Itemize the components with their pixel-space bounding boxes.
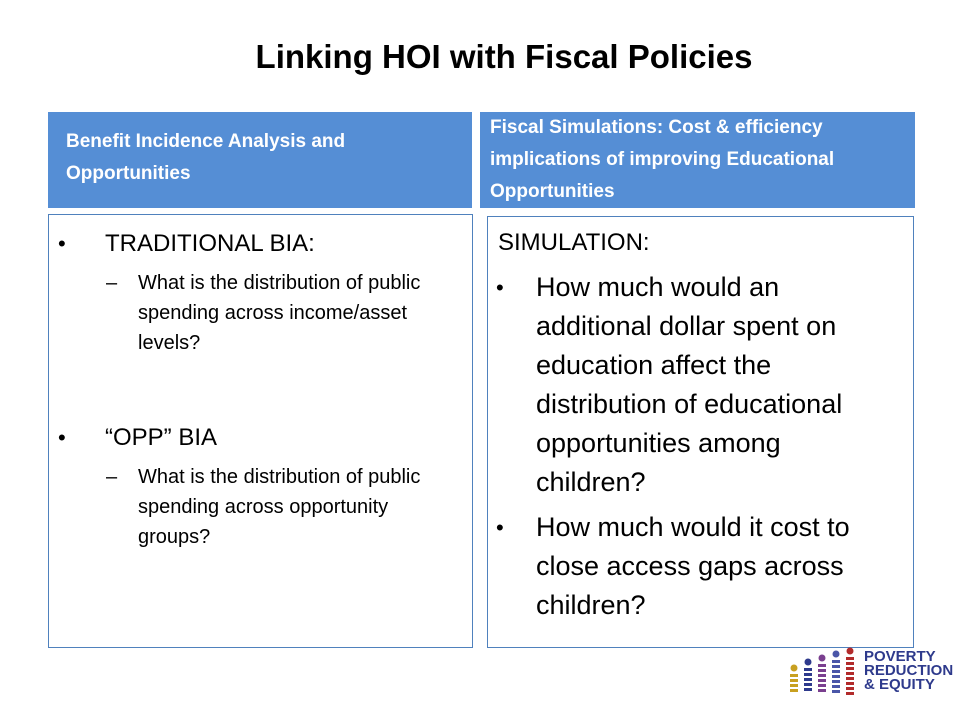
dash-icon: – [106, 272, 118, 294]
people-icon [786, 646, 862, 698]
logo-line: REDUCTION [864, 662, 954, 679]
bullet-icon: • [58, 231, 66, 256]
logo-line: POVERTY [864, 648, 936, 665]
dash-icon: – [106, 466, 118, 488]
simulation-heading: SIMULATION: [498, 229, 650, 256]
right-header [480, 112, 915, 208]
left-header-text: Benefit Incidence Analysis and Opportunities [66, 131, 346, 184]
sub-text: What is the distribution of public spending across income/asset levels? [138, 272, 421, 354]
bullet-icon: • [496, 515, 504, 540]
left-header [48, 112, 472, 208]
bullet-icon: • [496, 275, 504, 300]
right-header-text: Fiscal Simulations: Cost & efficiency implications of improving Educational Opportunities [490, 117, 835, 202]
poverty-reduction-equity-logo [786, 646, 954, 698]
slide-title: Linking HOI with Fiscal Policies [255, 38, 753, 75]
logo-text [864, 650, 953, 692]
bullet-text: How much would it cost to close access gaps across children? [536, 512, 850, 620]
bullet-text: “OPP” BIA [105, 424, 218, 451]
bullet-text: How much would an additional dollar spent on education affect the distribution of educational opportunities among children? [536, 272, 843, 497]
bullet-icon: • [58, 425, 66, 450]
logo-line: & EQUITY [864, 676, 935, 693]
bullet-text: TRADITIONAL BIA: [105, 230, 315, 257]
sub-text: What is the distribution of public spending across opportunity groups? [138, 466, 421, 548]
